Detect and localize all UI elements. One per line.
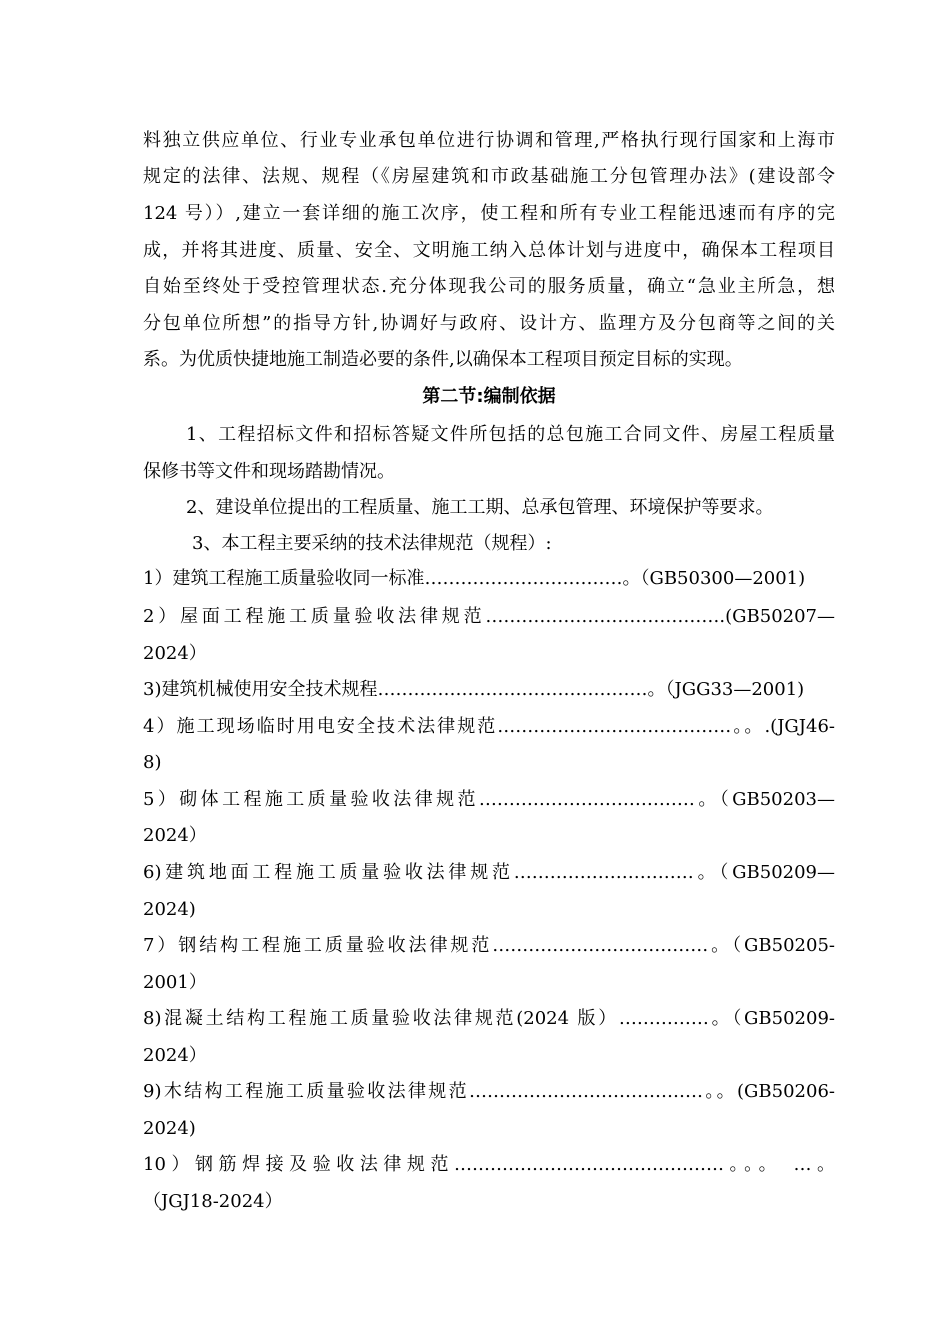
standard-3: 3)建筑机械使用安全技术规程………………………………………。（JGG33—2001) (143, 679, 805, 700)
section-title: 第二节:编制依据 (422, 386, 556, 407)
standard-9-cont: 2024) (143, 1118, 196, 1139)
basis-item-1-line-2: 保修书等文件和现场踏勘情况。 (143, 461, 395, 482)
intro-line-3: 124 号））,建立一套详细的施工次序，使工程和所有专业工程能迅速而有序的完 (143, 203, 835, 224)
standard-7: 7）钢结构工程施工质量验收法律规范………………………………。（GB50205- (143, 935, 835, 956)
standard-6-cont: 2024) (143, 899, 196, 920)
intro-line-4: 成，并将其进度、质量、安全、文明施工纳入总体计划与进度中，确保本工程项目 (143, 240, 835, 261)
standard-2-cont: 2024） (143, 643, 207, 664)
standard-9: 9)木结构工程施工质量验收法律规范…………………………………。。(GB50206- (143, 1081, 835, 1102)
standard-6: 6)建筑地面工程施工质量验收法律规范…………………………。（GB50209— (143, 862, 835, 883)
intro-line-5: 自始至终处于受控管理状态.充分体现我公司的服务质量，确立“急业主所急，想 (143, 276, 835, 297)
basis-item-1-line-1: 1、工程招标文件和招标答疑文件所包括的总包施工合同文件、房屋工程质量 (186, 424, 835, 445)
standard-5: 5）砌体工程施工质量验收法律规范………………………………。（GB50203— (143, 789, 835, 810)
standard-7-cont: 2001） (143, 972, 207, 993)
basis-item-2: 2、建设单位提出的工程质量、施工工期、总承包管理、环境保护等要求。 (186, 497, 774, 518)
intro-line-1: 料独立供应单位、行业专业承包单位进行协调和管理,严格执行现行国家和上海市 (143, 130, 835, 151)
intro-line-2: 规定的法律、法规、规程（《房屋建筑和市政基础施工分包管理办法》(建设部令 (143, 166, 835, 187)
standard-1: 1）建筑工程施工质量验收同一标准……………………………。（GB50300—2001) (143, 568, 806, 589)
standard-4: 4）施工现场临时用电安全技术法律规范…………………………………。。.(JGJ46- (143, 716, 835, 737)
intro-line-7: 系。为优质快捷地施工制造必要的条件,以确保本工程项目预定目标的实现。 (143, 349, 743, 370)
standard-2: 2）屋面工程施工质量验收法律规范………………………………….(GB50207— (143, 606, 835, 627)
standard-4-cont: 8) (143, 752, 162, 773)
standard-10: 10）钢筋焊接及验收法律规范………………………………………。。。 …。 (143, 1154, 835, 1175)
basis-item-3: 3、本工程主要采纳的技术法律规范（规程）: (192, 533, 552, 554)
intro-line-6: 分包单位所想”的指导方针,协调好与政府、设计方、监理方及分包商等之间的关 (143, 313, 835, 334)
standard-10-cont: （JGJ18-2024） (143, 1191, 283, 1212)
standard-8-cont: 2024） (143, 1045, 207, 1066)
standard-8: 8)混凝土结构工程施工质量验收法律规范(2024 版）……………。（GB50209- (143, 1008, 835, 1029)
standard-5-cont: 2024） (143, 825, 207, 846)
